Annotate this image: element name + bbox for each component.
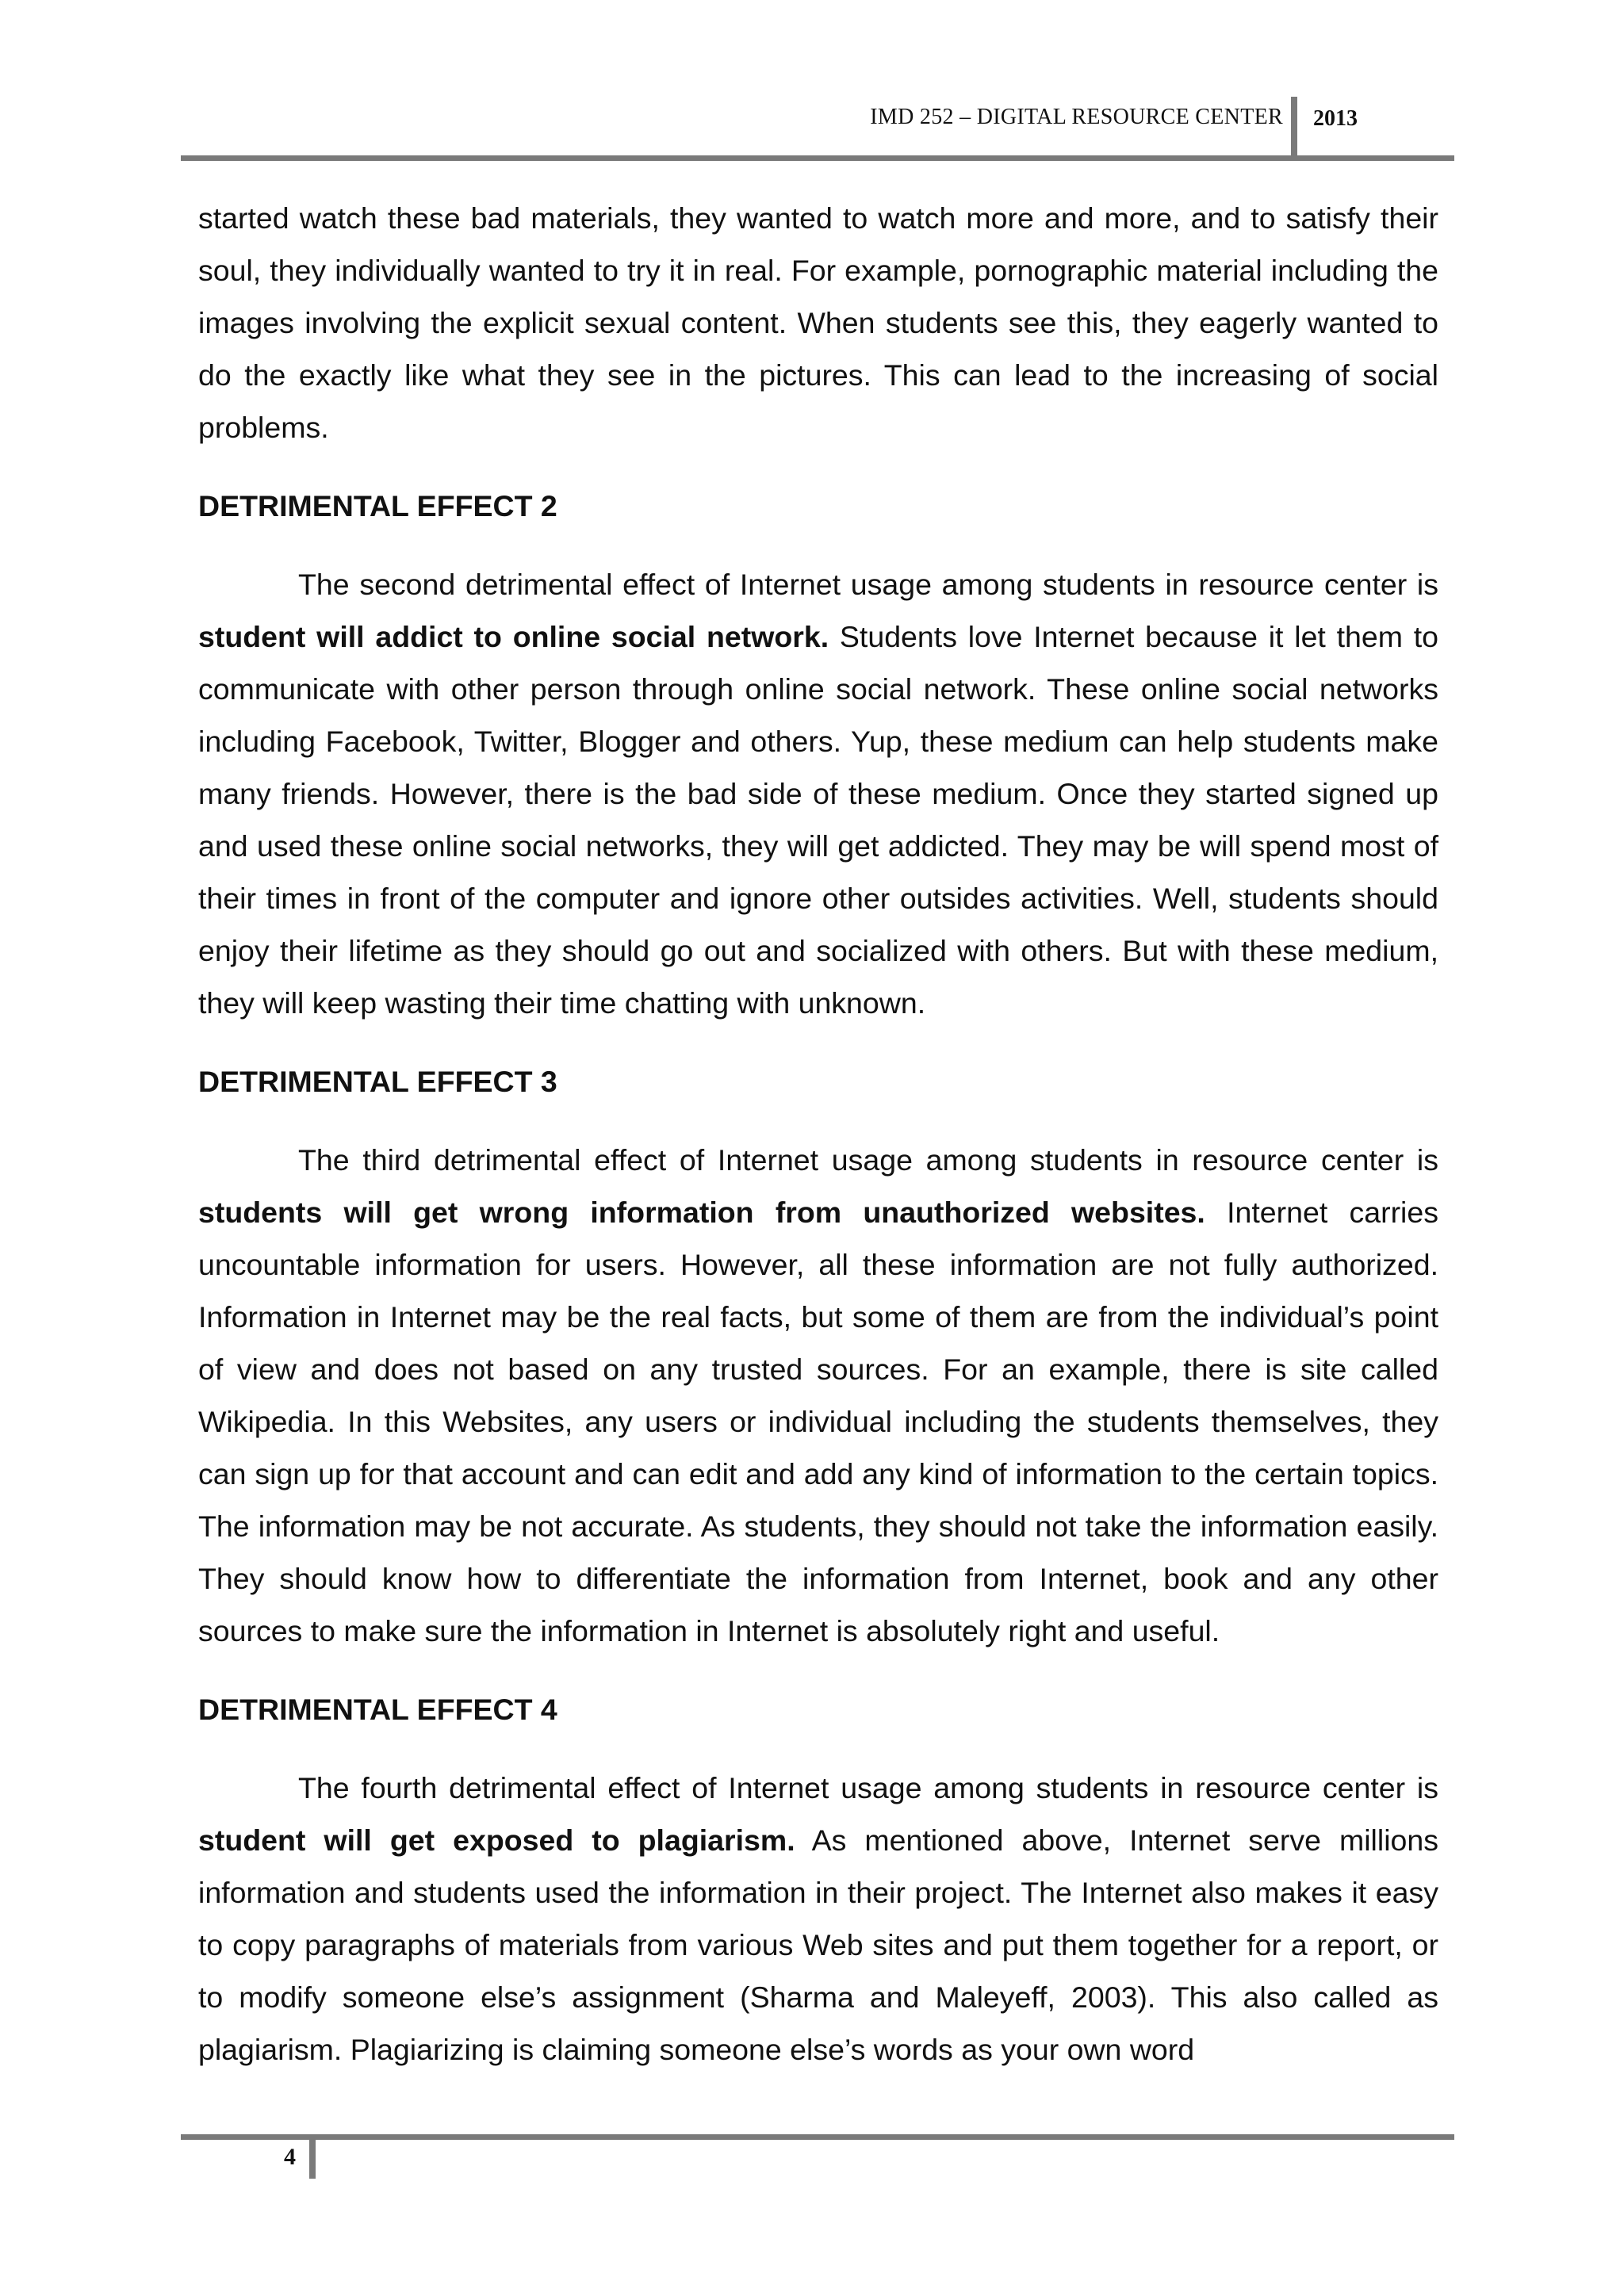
document-body	[198, 192, 1438, 2076]
paragraph-key-point: student will get exposed to plagiarism.	[198, 1823, 795, 1857]
paragraph-lead: The fourth detrimental effect of Internet usage among students in resource center is	[298, 1771, 1438, 1804]
footer-divider	[309, 2134, 316, 2179]
paragraph-rest: As mentioned above, Internet serve millions information and students used the information in their project. The Internet also makes it easy to copy paragraphs of materials from various Web sites and put them together for a report, or to modify someone else’s assignment (Sharma and Maleyeff, 2003). This also called as plagiarism. Plagiarizing is claiming someone else’s words as your own word	[198, 1823, 1438, 2066]
page-number: 4	[284, 2144, 296, 2170]
section-heading-effect-3: DETRIMENTAL EFFECT 3	[198, 1065, 557, 1098]
paragraph-rest: Internet carries uncountable information for users. However, all these information are not fully authorized. Information in Internet may be the real facts, but some of them are from the individual’s point of view and does not based on any trusted sources. For an example, there is site called Wikipedia. In this Websites, any users or individual including the students themselves, they can sign up for that account and can edit and add any kind of information to the certain topics. The information may be not accurate. As students, they should not take the information easily. They should know how to differentiate the information from Internet, book and any other sources to make sure the information in Internet is absolutely right and useful.	[198, 1196, 1438, 1647]
footer-rule	[181, 2134, 1454, 2140]
running-header-title: IMD 252 – DIGITAL RESOURCE CENTER	[870, 105, 1283, 129]
section-paragraph-effect-4	[198, 1762, 1438, 2076]
intro-paragraph: started watch these bad materials, they wanted to watch more and more, and to satisfy their soul, they individually wanted to try it in real. For example, pornographic material including the images involving the explicit sexual content. When students see this, they eagerly wanted to do the exactly like what they see in the pictures. This can lead to the increasing of social problems.	[198, 201, 1438, 444]
section-heading-effect-2: DETRIMENTAL EFFECT 2	[198, 489, 557, 522]
paragraph-lead: The second detrimental effect of Internet usage among students in resource center is	[298, 568, 1438, 601]
section-heading-effect-4: DETRIMENTAL EFFECT 4	[198, 1693, 557, 1726]
section-paragraph-effect-3	[198, 1134, 1438, 1657]
header-divider	[1291, 97, 1297, 157]
paragraph-lead: The third detrimental effect of Internet usage among students in resource center is	[298, 1143, 1438, 1177]
paragraph-key-point: students will get wrong information from unauthorized websites.	[198, 1196, 1205, 1229]
paragraph-rest: Students love Internet because it let them to communicate with other person through online social network. These online social networks including Facebook, Twitter, Blogger and others. Yup, these medium can help students make many friends. However, there is the bad side of these medium. Once they started signed up and used these online social networks, they will get addicted. They may be will spend most of their times in front of the computer and ignore other outsides activities. Well, students should enjoy their lifetime as they should go out and socialized with others. But with these medium, they will keep wasting their time chatting with unknown.	[198, 620, 1439, 1020]
paragraph-key-point: student will addict to online social network.	[198, 620, 829, 653]
running-header-year: 2013	[1313, 106, 1358, 131]
header-rule	[181, 155, 1454, 161]
section-paragraph-effect-2	[198, 558, 1438, 1029]
